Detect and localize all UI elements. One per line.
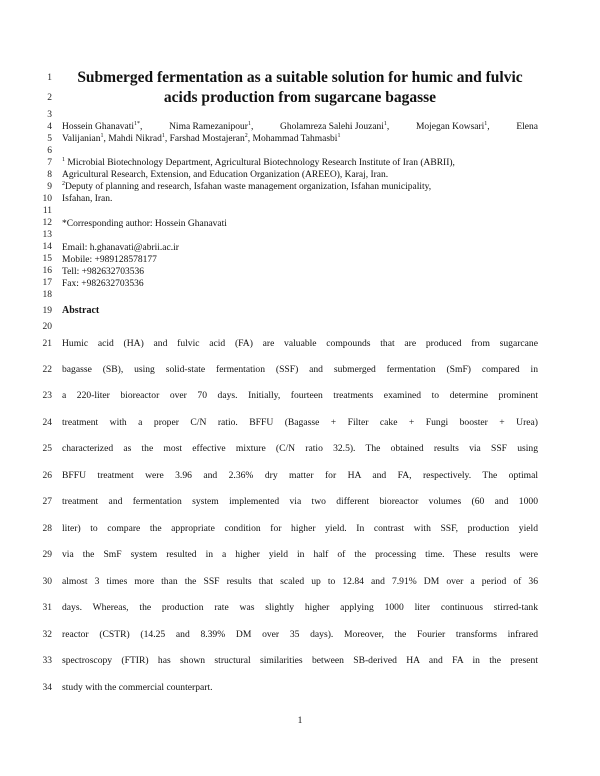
abstract-line: Humic acid (HA) and fulvic acid (FA) are valuable compounds that are produced from sugarcane [62,338,538,349]
author: Elena [516,122,538,132]
author: Gholamreza Salehi Jouzani$^1$, [279,120,390,132]
abstract-line: liter) to compare the appropriate condition for higher yield. In contrast with SSF, production yield [62,523,538,534]
author: Mohammad Tahmasbi$^1$ [252,132,341,144]
line-number: 13 [42,230,52,240]
author: Nima Ramezanipour$^1$, [169,120,254,132]
abstract-line: a 220-liter bioreactor over 70 days. Initially, fourteen treatments examined to determine prominent [62,390,538,401]
abstract-line: via the SmF system resulted in a higher yield in half of the processing time. These results were [62,549,538,560]
affiliation-2-line-1: $^2$Deputy of planning and research, Isfahan waste management organization, Isfahan municipality, [62,180,432,192]
line-number: 5 [47,134,52,144]
line-number: 29 [42,550,52,560]
line-number: 28 [42,524,52,534]
contact-mobile: Mobile: +989128578177 [62,255,157,265]
abstract-line: days. Whereas, the production rate was slightly higher applying 1000 liter continuous stirred-tank [62,602,538,613]
abstract-line: characterized as the most effective mixture (C/N ratio 32.5). The obtained results via SSF using [62,443,538,454]
abstract-line: almost 3 times more than the SSF results that scaled up to 12.84 and 7.91% DM over a period of 36 [62,576,538,587]
line-number: 34 [42,683,52,693]
line-number: 7 [47,158,52,168]
line-number: 14 [42,242,52,252]
author-list-line-2 [62,133,538,145]
abstract-line: treatment and fermentation system implemented via two different bioreactor volumes (60 and 1000 [62,496,538,507]
paper-title-line-1: Submerged fermentation as a suitable solution for humic and fulvic [77,69,523,86]
line-number: 33 [42,656,52,666]
affiliation-2-line-2: Isfahan, Iran. [62,194,113,204]
abstract-line: BFFU treatment were 3.96 and 2.36% dry matter for HA and FA, respectively. The optimal [62,470,538,481]
line-number: 3 [47,110,52,120]
line-number: 8 [47,170,52,180]
abstract-heading: Abstract [62,305,100,316]
line-number: 30 [42,577,52,587]
line-number: 4 [47,122,52,132]
line-number: 26 [42,471,52,481]
affiliation-1-line-2: Agricultural Research, Extension, and Education Organization (AREEO), Karaj, Iran. [62,170,389,180]
paper-title-line-2: acids production from sugarcane bagasse [163,89,437,106]
line-number: 2 [47,93,52,103]
line-number: 24 [42,418,52,428]
abstract-line: study with the commercial counterpart. [62,682,213,693]
contact-fax: Fax: +982632703536 [62,279,144,289]
line-number: 27 [42,497,52,507]
abstract-line: reactor (CSTR) (14.25 and 8.39% DM over 35 days). Moreover, the Fourier transforms infrared [62,629,538,640]
abstract-line: spectroscopy (FTIR) has shown structural similarities between SB-derived HA and FA in the present [62,655,538,666]
line-number: 20 [42,322,52,332]
line-number: 31 [42,603,52,613]
author: Valijanian$^1$, [62,132,106,144]
line-number: 1 [47,73,52,83]
line-number: 18 [42,290,52,300]
abstract-line: bagasse (SB), using solid-state fermentation (SSF) and submerged fermentation (SmF) compared in [62,364,538,375]
author: Mahdi Nikrad$^1$, [108,132,168,144]
line-number: 32 [42,630,52,640]
line-number: 11 [42,206,52,216]
contact-email: Email: h.ghanavati@abrii.ac.ir [62,243,179,253]
line-number: 21 [42,339,52,349]
author: Mojegan Kowsari$^1$, [415,120,490,132]
line-number: 9 [47,182,52,192]
line-number: 6 [47,146,52,156]
author: Farshad Mostajeran$^2$, [169,132,251,144]
line-number: 16 [42,266,52,276]
affiliation-1-line-1: $^1$ Microbial Biotechnology Department, Agricultural Biotechnology Research Institute of Iran (ABRII), [62,156,455,168]
line-number: 22 [42,365,52,375]
page-number: 1 [297,716,303,726]
line-number: 15 [42,254,52,264]
line-number: 17 [42,278,52,288]
line-number: 19 [42,306,52,316]
line-number: 12 [42,218,52,228]
author-list-line-1 [62,121,538,133]
author: Hossein Ghanavati$^{1*}$, [62,120,143,132]
line-number: 23 [42,391,52,401]
abstract-line: treatment with a proper C/N ratio. BFFU (Bagasse + Filter cake + Fungi booster + Urea) [62,417,538,428]
contact-tell: Tell: +982632703536 [62,267,145,277]
line-number: 10 [42,194,52,204]
corresponding-author: *Corresponding author: Hossein Ghanavati [62,219,227,229]
line-number: 25 [42,444,52,454]
